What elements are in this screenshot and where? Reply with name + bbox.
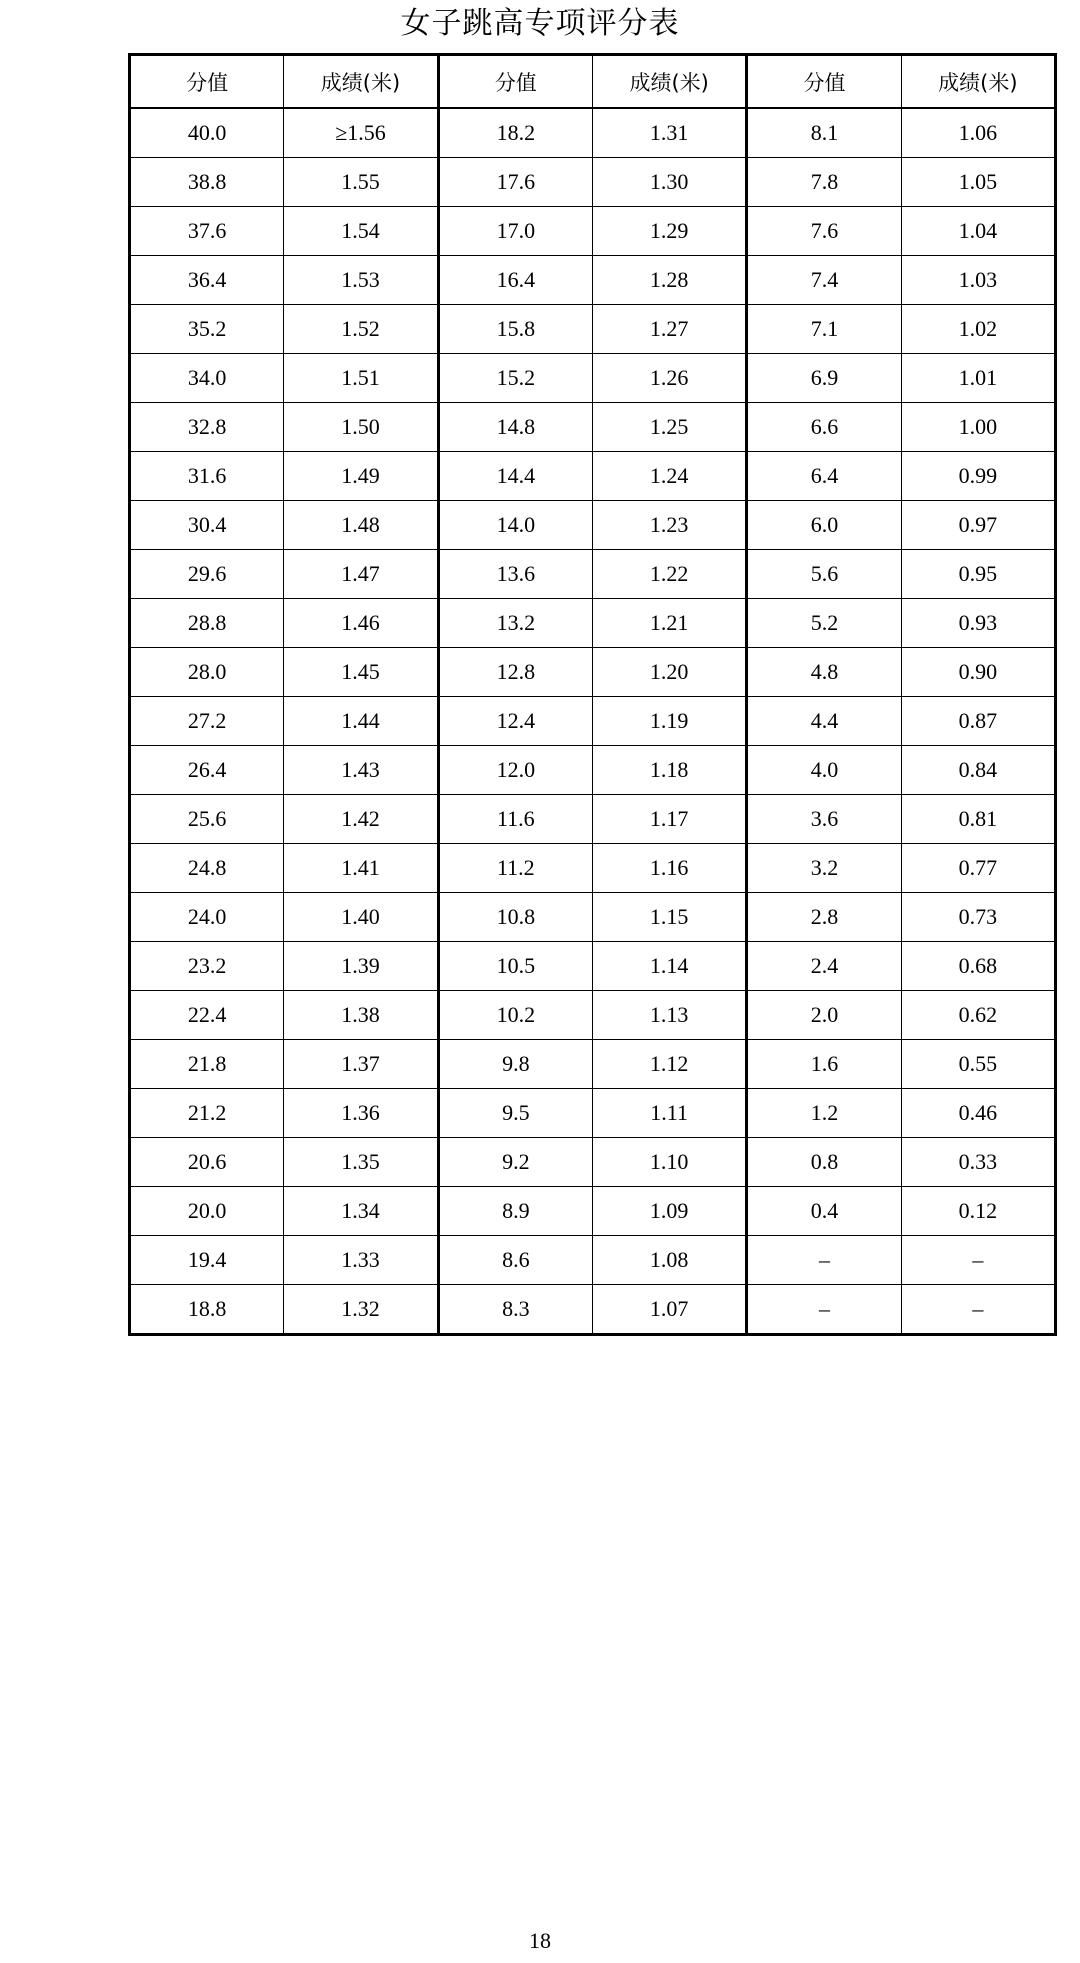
score-cell: 8.1 [747, 108, 901, 158]
result-cell: 1.22 [592, 550, 746, 599]
table-row [130, 1285, 1056, 1335]
score-cell: 6.0 [747, 501, 901, 550]
result-cell: 1.02 [901, 305, 1055, 354]
header-result: 成绩(米) [901, 55, 1055, 109]
result-cell: 1.11 [592, 1089, 746, 1138]
result-cell: 0.62 [901, 991, 1055, 1040]
result-cell: 1.44 [284, 697, 438, 746]
score-table [128, 53, 1057, 1336]
result-cell: 0.99 [901, 452, 1055, 501]
header-result: 成绩(米) [592, 55, 746, 109]
result-cell: 1.50 [284, 403, 438, 452]
result-cell: ≥1.56 [284, 108, 438, 158]
result-cell: 1.46 [284, 599, 438, 648]
result-cell: 1.01 [901, 354, 1055, 403]
score-cell: 24.0 [130, 893, 284, 942]
result-cell: 1.10 [592, 1138, 746, 1187]
score-cell: 28.0 [130, 648, 284, 697]
score-cell: 14.4 [438, 452, 592, 501]
result-cell: 0.84 [901, 746, 1055, 795]
score-cell: 12.4 [438, 697, 592, 746]
table-row [130, 1236, 1056, 1285]
result-cell: 1.41 [284, 844, 438, 893]
score-cell: 6.4 [747, 452, 901, 501]
score-cell: 14.0 [438, 501, 592, 550]
table-row [130, 452, 1056, 501]
score-cell: 21.2 [130, 1089, 284, 1138]
score-cell: 9.8 [438, 1040, 592, 1089]
score-cell: 29.6 [130, 550, 284, 599]
score-cell: 17.0 [438, 207, 592, 256]
result-cell: 1.25 [592, 403, 746, 452]
result-cell: 1.16 [592, 844, 746, 893]
table-row [130, 746, 1056, 795]
score-cell: 22.4 [130, 991, 284, 1040]
score-cell: 30.4 [130, 501, 284, 550]
score-cell: 8.6 [438, 1236, 592, 1285]
score-cell: 7.8 [747, 158, 901, 207]
score-cell: 34.0 [130, 354, 284, 403]
result-cell: 1.33 [284, 1236, 438, 1285]
table-body [130, 108, 1056, 1335]
header-row [130, 55, 1056, 109]
score-cell: 11.2 [438, 844, 592, 893]
result-cell: 1.15 [592, 893, 746, 942]
result-cell: 1.17 [592, 795, 746, 844]
result-cell: 1.40 [284, 893, 438, 942]
score-cell: 6.9 [747, 354, 901, 403]
result-cell: 0.33 [901, 1138, 1055, 1187]
table-row [130, 844, 1056, 893]
result-cell: 1.05 [901, 158, 1055, 207]
result-cell: 1.51 [284, 354, 438, 403]
score-cell: 31.6 [130, 452, 284, 501]
result-cell: 0.97 [901, 501, 1055, 550]
score-cell: 38.8 [130, 158, 284, 207]
table-row [130, 1089, 1056, 1138]
score-cell: 4.4 [747, 697, 901, 746]
result-cell: 1.34 [284, 1187, 438, 1236]
table-row [130, 158, 1056, 207]
result-cell: 1.31 [592, 108, 746, 158]
result-cell: 1.06 [901, 108, 1055, 158]
score-cell: 19.4 [130, 1236, 284, 1285]
result-cell: – [901, 1285, 1055, 1335]
score-cell: 0.8 [747, 1138, 901, 1187]
score-cell: 5.6 [747, 550, 901, 599]
table-row [130, 354, 1056, 403]
score-cell: 4.8 [747, 648, 901, 697]
score-cell: 7.6 [747, 207, 901, 256]
result-cell: 1.49 [284, 452, 438, 501]
score-cell: 40.0 [130, 108, 284, 158]
result-cell: 1.30 [592, 158, 746, 207]
result-cell: 0.55 [901, 1040, 1055, 1089]
result-cell: 1.28 [592, 256, 746, 305]
score-cell: 28.8 [130, 599, 284, 648]
result-cell: 1.45 [284, 648, 438, 697]
result-cell: 1.20 [592, 648, 746, 697]
result-cell: 1.32 [284, 1285, 438, 1335]
score-cell: 32.8 [130, 403, 284, 452]
table-row [130, 501, 1056, 550]
score-cell: 10.5 [438, 942, 592, 991]
score-cell: 18.2 [438, 108, 592, 158]
table-row [130, 1138, 1056, 1187]
score-cell: 0.4 [747, 1187, 901, 1236]
score-cell: 6.6 [747, 403, 901, 452]
score-cell: 3.2 [747, 844, 901, 893]
score-cell: 4.0 [747, 746, 901, 795]
result-cell: 1.08 [592, 1236, 746, 1285]
result-cell: 1.19 [592, 697, 746, 746]
header-score: 分值 [747, 55, 901, 109]
result-cell: 1.13 [592, 991, 746, 1040]
table-row [130, 108, 1056, 158]
result-cell: 1.55 [284, 158, 438, 207]
score-cell: 15.8 [438, 305, 592, 354]
score-cell: 9.5 [438, 1089, 592, 1138]
header-result: 成绩(米) [284, 55, 438, 109]
result-cell: 1.18 [592, 746, 746, 795]
score-cell: 36.4 [130, 256, 284, 305]
score-cell: 7.4 [747, 256, 901, 305]
score-cell: 12.0 [438, 746, 592, 795]
result-cell: 1.47 [284, 550, 438, 599]
score-cell: 14.8 [438, 403, 592, 452]
result-cell: 0.93 [901, 599, 1055, 648]
score-cell: 18.8 [130, 1285, 284, 1335]
page-number: 18 [529, 1928, 551, 1953]
score-cell: 5.2 [747, 599, 901, 648]
score-cell: 13.6 [438, 550, 592, 599]
score-cell: 16.4 [438, 256, 592, 305]
score-cell: 1.2 [747, 1089, 901, 1138]
score-cell: 9.2 [438, 1138, 592, 1187]
result-cell: – [901, 1236, 1055, 1285]
result-cell: 0.77 [901, 844, 1055, 893]
result-cell: 0.73 [901, 893, 1055, 942]
score-cell: 2.8 [747, 893, 901, 942]
result-cell: 0.90 [901, 648, 1055, 697]
table-row [130, 697, 1056, 746]
score-cell: 12.8 [438, 648, 592, 697]
result-cell: 1.37 [284, 1040, 438, 1089]
score-cell: 1.6 [747, 1040, 901, 1089]
result-cell: 1.27 [592, 305, 746, 354]
score-cell: 15.2 [438, 354, 592, 403]
score-cell: 2.0 [747, 991, 901, 1040]
score-cell: 20.0 [130, 1187, 284, 1236]
score-cell: – [747, 1285, 901, 1335]
result-cell: 1.26 [592, 354, 746, 403]
score-cell: 11.6 [438, 795, 592, 844]
score-cell: 8.3 [438, 1285, 592, 1335]
page-title: 女子跳高专项评分表 [400, 6, 680, 41]
result-cell: 1.04 [901, 207, 1055, 256]
result-cell: 0.81 [901, 795, 1055, 844]
score-cell: 35.2 [130, 305, 284, 354]
result-cell: 1.12 [592, 1040, 746, 1089]
table-row [130, 648, 1056, 697]
result-cell: 1.42 [284, 795, 438, 844]
score-cell: 21.8 [130, 1040, 284, 1089]
result-cell: 1.21 [592, 599, 746, 648]
result-cell: 0.12 [901, 1187, 1055, 1236]
score-cell: 2.4 [747, 942, 901, 991]
table-row [130, 942, 1056, 991]
table-row [130, 256, 1056, 305]
result-cell: 1.29 [592, 207, 746, 256]
table-row [130, 599, 1056, 648]
result-cell: 1.35 [284, 1138, 438, 1187]
table-row [130, 795, 1056, 844]
result-cell: 0.87 [901, 697, 1055, 746]
result-cell: 1.24 [592, 452, 746, 501]
header-score: 分值 [438, 55, 592, 109]
score-cell: 17.6 [438, 158, 592, 207]
score-cell: 8.9 [438, 1187, 592, 1236]
result-cell: 1.54 [284, 207, 438, 256]
header-score: 分值 [130, 55, 284, 109]
result-cell: 0.95 [901, 550, 1055, 599]
score-cell: 37.6 [130, 207, 284, 256]
result-cell: 1.39 [284, 942, 438, 991]
result-cell: 1.38 [284, 991, 438, 1040]
score-cell: 23.2 [130, 942, 284, 991]
table-row [130, 991, 1056, 1040]
score-cell: 7.1 [747, 305, 901, 354]
result-cell: 0.68 [901, 942, 1055, 991]
result-cell: 1.43 [284, 746, 438, 795]
result-cell: 1.53 [284, 256, 438, 305]
score-cell: 10.2 [438, 991, 592, 1040]
table-row [130, 1187, 1056, 1236]
table-row [130, 1040, 1056, 1089]
result-cell: 1.52 [284, 305, 438, 354]
result-cell: 1.00 [901, 403, 1055, 452]
result-cell: 1.14 [592, 942, 746, 991]
table-row [130, 550, 1056, 599]
score-cell: 27.2 [130, 697, 284, 746]
score-cell: 13.2 [438, 599, 592, 648]
result-cell: 1.03 [901, 256, 1055, 305]
result-cell: 1.09 [592, 1187, 746, 1236]
score-cell: 26.4 [130, 746, 284, 795]
table-row [130, 305, 1056, 354]
score-cell: – [747, 1236, 901, 1285]
table-row [130, 893, 1056, 942]
table-row [130, 403, 1056, 452]
score-cell: 3.6 [747, 795, 901, 844]
result-cell: 1.48 [284, 501, 438, 550]
score-cell: 25.6 [130, 795, 284, 844]
score-cell: 20.6 [130, 1138, 284, 1187]
score-cell: 24.8 [130, 844, 284, 893]
result-cell: 1.23 [592, 501, 746, 550]
result-cell: 1.36 [284, 1089, 438, 1138]
score-cell: 10.8 [438, 893, 592, 942]
result-cell: 1.07 [592, 1285, 746, 1335]
result-cell: 0.46 [901, 1089, 1055, 1138]
table-row [130, 207, 1056, 256]
